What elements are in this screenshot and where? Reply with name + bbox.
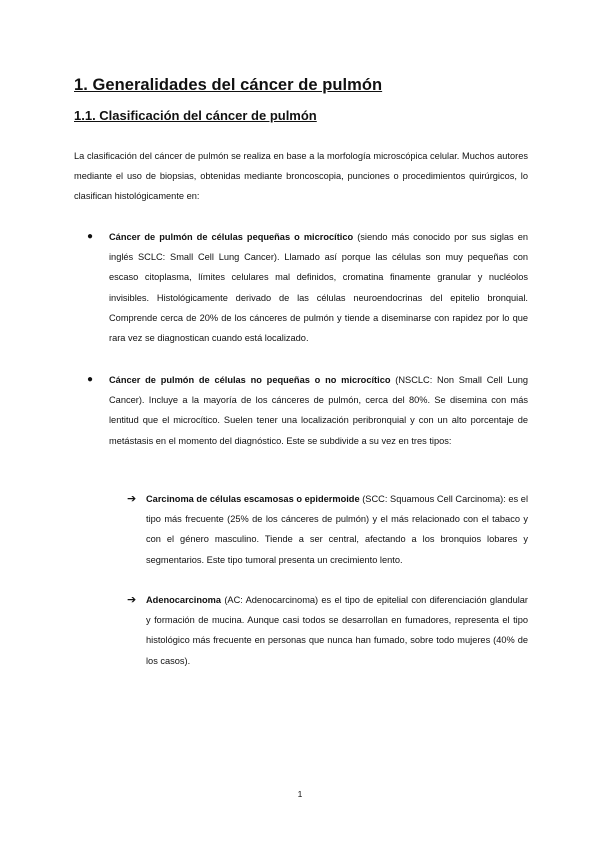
chapter-heading: 1. Generalidades del cáncer de pulmón: [74, 76, 383, 94]
bullet-nsclc-text: (NSCLC: Non Small Cell Lung Cancer). Incluye a la mayoría de los cánceres de pulmón, cerca del 80%. Se disemina con más lentitud que el microcítico. Suelen tener una localización peribronquial y con un alto porcentaje de metástasis en el momento del diagnóstico. Este se subdivide a su vez en tres tipos:: [109, 375, 529, 446]
bullet-nsclc: [109, 370, 528, 451]
bullet-icon: ●: [87, 231, 94, 242]
bullet-icon: ●: [87, 374, 94, 385]
bullet-sclc-text: (siendo más conocido por sus siglas en inglés SCLC: Small Cell Lung Cancer). Llamado así porque las células son muy pequeñas con escaso citoplasma, límites celulares mal definidos, cromatina finamente granular y nucléolos invisibles. Histológicamente derivado de las células neuroendocrinas del epitelio bronquial. Comprende cerca de 20% de los cánceres de pulmón y tiende a diseminarse con rapidez por lo que rara vez se diagnostican cuando está localizado.: [109, 232, 529, 344]
subitem-ac: [146, 590, 528, 671]
section-heading: 1.1. Clasificación del cáncer de pulmón: [74, 108, 317, 123]
bullet-nsclc-lead: Cáncer de pulmón de células no pequeñas o no microcítico: [109, 375, 391, 385]
bullet-sclc-lead: Cáncer de pulmón de células pequeñas o microcítico: [109, 232, 354, 242]
subitem-scc-lead: Carcinoma de células escamosas o epidermoide: [146, 494, 360, 504]
subitem-scc-text: (SCC: Squamous Cell Carcinoma): es el tipo más frecuente (25% de los cánceres de pulmón) y el más relacionado con el tabaco y con el género masculino. Tiende a ser central, afectando a los bronquios lobares y segmentarios. Este tipo tumoral presenta un crecimiento lento.: [146, 494, 528, 565]
intro-paragraph: La clasificación del cáncer de pulmón se realiza en base a la morfología microscópica celular. Muchos autores mediante el uso de biopsias, obtenidas mediante broncoscopia, punciones o procedimientos quirúrgicos, lo clasifican histológicamente en:: [74, 151, 528, 202]
arrow-right-icon: ➔: [127, 493, 137, 505]
subitem-ac-lead: Adenocarcinoma: [146, 595, 222, 605]
subitem-ac-text: (AC: Adenocarcinoma) es el tipo de epitelial con diferenciación glandular y formación de mucina. Aunque casi todos se desarrollan en fumadores, representa el tipo histológico más frecuente en personas que nunca han fumado, sobre todo mujeres (40% de los casos).: [146, 595, 528, 666]
bullet-sclc: [109, 227, 528, 348]
subitem-scc: [146, 489, 528, 570]
page-number: 1: [297, 789, 303, 799]
arrow-right-icon: ➔: [127, 594, 137, 606]
